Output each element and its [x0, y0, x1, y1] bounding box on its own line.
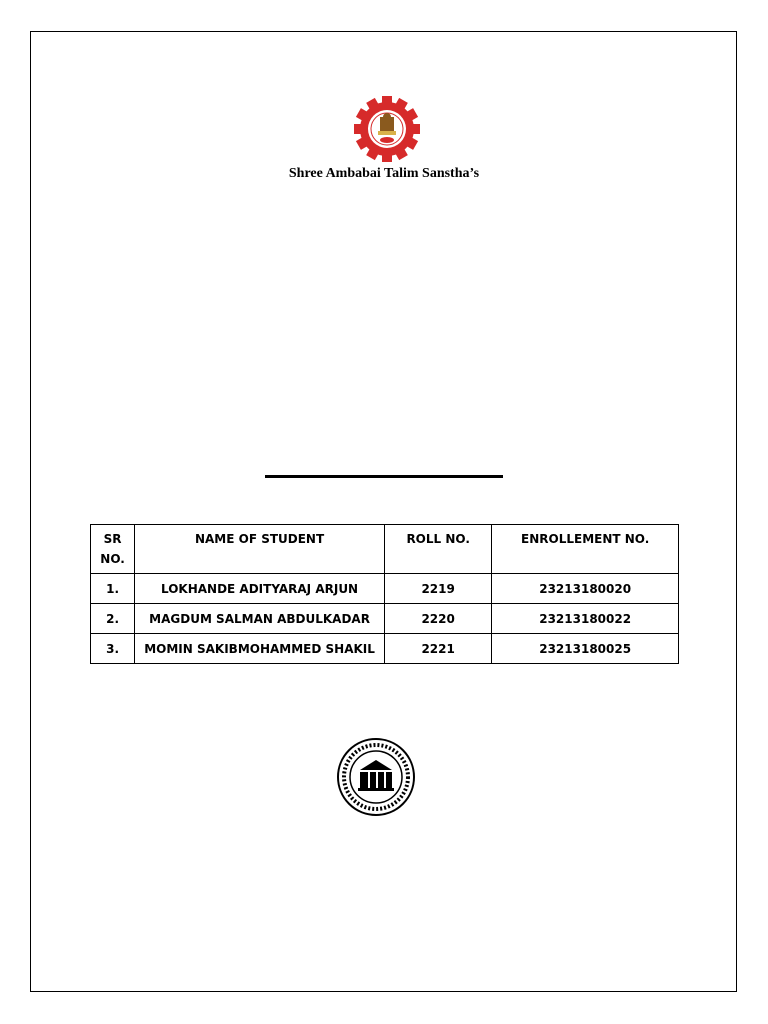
- title-underline: [265, 475, 503, 478]
- students-table: [90, 524, 679, 664]
- table-row: [91, 634, 679, 664]
- header-name: NAME OF STUDENT: [135, 525, 385, 574]
- institute-gear-emblem-icon: [336, 96, 438, 162]
- cell-sr: 1.: [91, 574, 135, 604]
- table-row: [91, 574, 679, 604]
- table-row: [91, 604, 679, 634]
- cell-sr: 3.: [91, 634, 135, 664]
- cell-name: MAGDUM SALMAN ABDULKADAR: [135, 604, 385, 634]
- cell-enrollment: 23213180025: [492, 634, 679, 664]
- table-header-row: [91, 525, 679, 574]
- institution-name: Shree Ambabai Talim Sanstha’s: [288, 166, 480, 181]
- cell-name: MOMIN SAKIBMOHAMMED SHAKIL: [135, 634, 385, 664]
- cell-roll: 2221: [384, 634, 491, 664]
- cell-enrollment: 23213180020: [492, 574, 679, 604]
- header-enrollment-no: ENROLLEMENT NO.: [492, 525, 679, 574]
- header-sr-no: SR NO.: [91, 525, 135, 574]
- header-roll-no: ROLL NO.: [384, 525, 491, 574]
- cell-sr: 2.: [91, 604, 135, 634]
- cell-enrollment: 23213180022: [492, 604, 679, 634]
- cell-roll: 2220: [384, 604, 491, 634]
- cell-roll: 2219: [384, 574, 491, 604]
- msbte-emblem-icon: [330, 730, 422, 824]
- cell-name: LOKHANDE ADITYARAJ ARJUN: [135, 574, 385, 604]
